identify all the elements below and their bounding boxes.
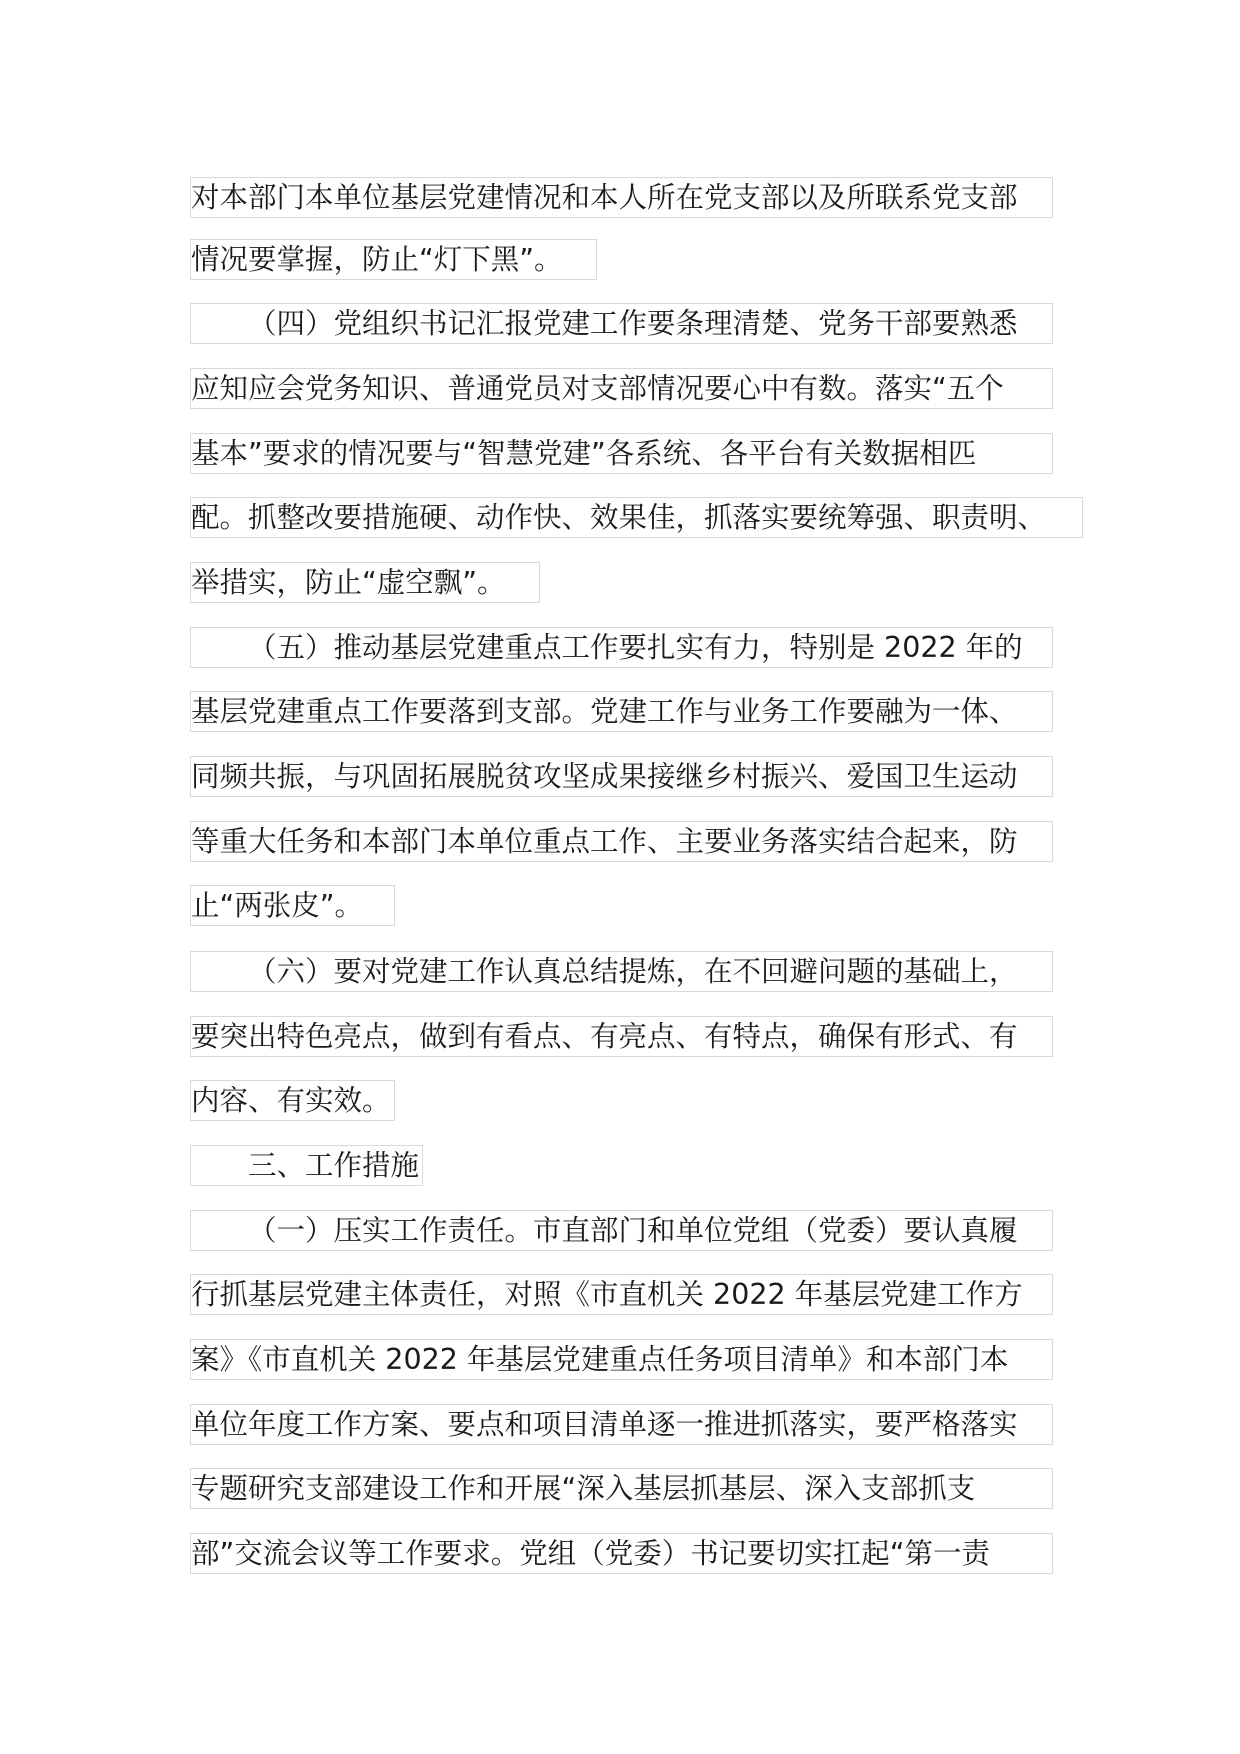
text-line: 专题研究支部建设工作和开展“深入基层抓基层、深入支部抓支 [190, 1468, 1053, 1509]
text-line: 要突出特色亮点，做到有看点、有亮点、有特点，确保有形式、有 [190, 1016, 1053, 1057]
text-line: 案》《市直机关 2022 年基层党建重点任务项目清单》和本部门本 [190, 1339, 1053, 1380]
paragraph-start-line: （五）推动基层党建重点工作要扎实有力，特别是 2022 年的 [190, 627, 1053, 668]
text-line: 等重大任务和本部门本单位重点工作、主要业务落实结合起来，防 [190, 821, 1053, 862]
text-line: 基层党建重点工作要落到支部。党建工作与业务工作要融为一体、 [190, 691, 1053, 732]
text-line: 配。抓整改要措施硬、动作快、效果佳，抓落实要统筹强、职责明、 [190, 497, 1083, 538]
text-line: 部”交流会议等工作要求。党组（党委）书记要切实扛起“第一责 [190, 1533, 1053, 1574]
paragraph-start-line: （四）党组织书记汇报党建工作要条理清楚、党务干部要熟悉 [190, 303, 1053, 344]
text-line: 情况要掌握，防止“灯下黑”。 [190, 239, 597, 280]
text-line: 行抓基层党建主体责任，对照《市直机关 2022 年基层党建工作方 [190, 1274, 1053, 1315]
text-line: 举措实，防止“虚空飘”。 [190, 562, 540, 603]
text-line: 单位年度工作方案、要点和项目清单逐一推进抓落实，要严格落实 [190, 1404, 1053, 1445]
paragraph-start-line: （一）压实工作责任。市直部门和单位党组（党委）要认真履 [190, 1210, 1053, 1251]
text-line: 应知应会党务知识、普通党员对支部情况要心中有数。落实“五个 [190, 368, 1053, 409]
text-line: 止“两张皮”。 [190, 885, 395, 926]
text-line: 基本”要求的情况要与“智慧党建”各系统、各平台有关数据相匹 [190, 433, 1053, 474]
text-line: 内容、有实效。 [190, 1080, 395, 1121]
text-line: 同频共振，与巩固拓展脱贫攻坚成果接继乡村振兴、爱国卫生运动 [190, 756, 1053, 797]
paragraph-start-line: （六）要对党建工作认真总结提炼，在不回避问题的基础上， [190, 951, 1053, 992]
section-heading: 三、工作措施 [190, 1145, 423, 1186]
text-line: 对本部门本单位基层党建情况和本人所在党支部以及所联系党支部 [190, 177, 1053, 218]
